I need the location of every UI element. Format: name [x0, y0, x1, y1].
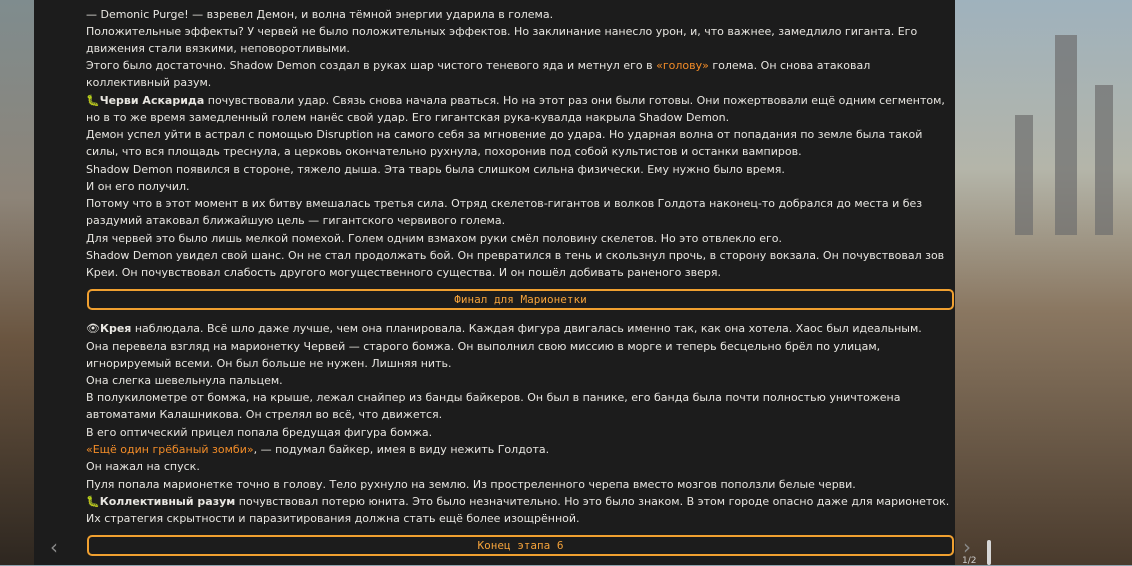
highlight-text: «Ещё один грёбаный зомби» — [86, 443, 254, 456]
story-paragraph: Потому что в этот момент в их битву вмешалась третья сила. Отряд скелетов-гигантов и волков Голдота наконец-то добрался до места и без раздумий атаковал ближайшую цель — гигантского червивого голема. — [86, 197, 923, 227]
story-paragraph: Она перевела взгляд на марионетку Червей — старого бомжа. Он выполнил свою миссию в морге и теперь бесцельно брёл по улицам, игнорируемый всеми. Он был больше не нужен. Лишняя нить. — [86, 340, 881, 370]
story-paragraph: Shadow Demon появился в стороне, тяжело дыша. Эта тварь была слишком сильна физически. Ему нужно было время. — [86, 163, 785, 176]
story-paragraph: В его оптический прицел попала бредущая фигура бомжа. — [86, 426, 433, 439]
story-paragraph: Пуля попала марионетке точно в голову. Тело рухнуло на землю. Из простреленного черепа вместо мозгов поползли белые черви. — [86, 478, 856, 491]
story-paragraph: Он нажал на спуск. — [86, 460, 200, 473]
story-paragraph: И он его получил. — [86, 180, 190, 193]
story-panel — [34, 0, 955, 565]
story-paragraph: Этого было достаточно. Shadow Demon создал в руках шар чистого теневого яда и метнул его в «голову» голема. Он снова атаковал коллективный разум. — [86, 59, 871, 89]
worm-icon: 🐛 — [86, 94, 100, 107]
prev-page-button[interactable]: ‹ — [50, 535, 58, 559]
highlight-text: «голову» — [656, 59, 709, 72]
character-name: Черви Аскарида — [99, 94, 205, 107]
story-paragraph: Shadow Demon увидел свой шанс. Он не стал продолжать бой. Он превратился в тень и скользнул прочь, в сторону вокзала. Он почувствовал зов Креи. Он почувствовал слабость другого могущественного существа. И он пошёл добивать раненого зверя. — [86, 249, 945, 279]
story-paragraph: 👁Крея наблюдала. Всё шло даже лучше, чем она планировала. Каждая фигура двигалась именно так, как она хотела. Хаос был идеальным. — [86, 322, 922, 335]
story-paragraph: 🐛Коллективный разум почувствовал потерю юнита. Это было незначительно. Но это было знаком. В этом городе опасно даже для марионеток. Их стратегия скрытности и паразитирования должна стать ещё более изощрённой. — [86, 495, 950, 525]
character-name: Крея — [99, 322, 132, 335]
eye-icon: 👁 — [86, 322, 100, 335]
story-paragraph: — Demonic Purge! — взревел Демон, и волна тёмной энергии ударила в голема. — [86, 8, 554, 21]
story-paragraph: В полукилометре от бомжа, на крыше, лежал снайпер из банды байкеров. Он был в панике, его банда была почти полностью уничтожена автоматами Калашникова. Он стрелял во всё, что движется. — [86, 391, 901, 421]
story-paragraph: Она слегка шевельнула пальцем. — [86, 374, 283, 387]
story-paragraph: Положительные эффекты? У червей не было положительных эффектов. Но заклинание нанесло урон, и, что важнее, замедлило гиганта. Его движения стали вязкими, неповоротливыми. — [86, 25, 918, 55]
story-paragraph: Демон успел уйти в астрал с помощью Disruption на самого себя за мгновение до удара. Но ударная волна от попадания по земле была такой силы, что вся площадь треснула, а церковь окончательно рухнула, похоронив под собой культистов и останки вампиров. — [86, 128, 923, 158]
background-spire — [1055, 35, 1077, 235]
character-name: Коллективный разум — [99, 495, 236, 508]
page-indicator: 1/2 — [962, 556, 977, 566]
next-page-button[interactable]: › — [963, 535, 971, 559]
section-banner: Финал для Марионетки — [87, 289, 954, 310]
background-spire — [1095, 85, 1113, 235]
scrollbar-thumb[interactable] — [987, 540, 991, 565]
worm-icon: 🐛 — [86, 495, 100, 508]
story-paragraph: «Ещё один грёбаный зомби», — подумал байкер, имея в виду нежить Голдота. — [86, 443, 550, 456]
background-spire — [1015, 115, 1033, 235]
section-banner: Конец этапа 6 — [87, 535, 954, 556]
story-paragraph: Для червей это было лишь мелкой помехой. Голем одним взмахом руки смёл половину скелетов. Но это отвлекло его. — [86, 232, 782, 245]
background-right — [955, 0, 1132, 565]
story-paragraph: 🐛Черви Аскарида почувствовали удар. Связь снова начала рваться. Но на этот раз они были готовы. Они пожертвовали ещё одним сегментом, но в то же время замедленный голем нанёс свой удар. Его гигантская рука-кувалда накрыла Shadow Demon. — [86, 94, 945, 124]
background-left — [0, 0, 34, 565]
